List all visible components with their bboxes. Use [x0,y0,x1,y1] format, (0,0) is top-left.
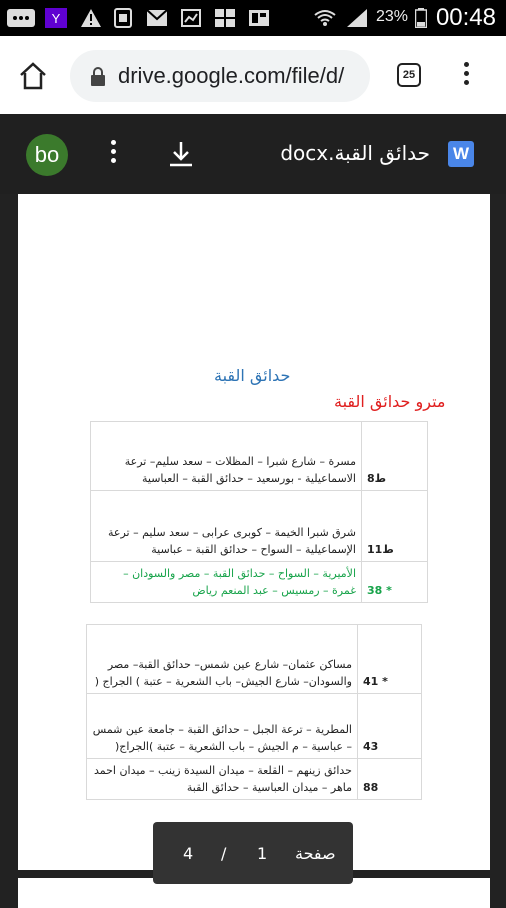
wifi-icon [312,8,338,28]
page-current: 1 [257,844,268,863]
word-doc-icon: W [448,141,474,167]
more-options-icon[interactable] [109,140,117,170]
battery-percent: 23% [376,8,409,25]
mail-icon [146,8,168,28]
tab-switcher-button[interactable]: 25 [397,63,421,87]
table-row [91,491,428,562]
page-label: صفحة [295,844,336,863]
page-separator: / [221,844,227,863]
route-cell: الأميرية – السواح – حدائق القبة – مصر والسودان – غمرة – رمسيس – عبد المنعم رياض [91,562,362,603]
table-row [91,562,428,603]
page-indicator [153,822,353,884]
warning-icon [80,8,102,28]
file-name: حدائق القبة.docx [280,141,430,165]
document-title: حدائق القبة [214,366,291,385]
number-cell: 88 [358,759,422,800]
status-bar [0,0,506,36]
routes-table-1 [90,421,428,603]
chart-icon [180,8,202,28]
svg-text:Y: Y [51,11,61,26]
routes-table-2 [86,624,422,800]
route-cell: مسرة – شارع شبرا – المظلات – سعد سليم– ترعة الاسماعيلية - بورسعيد – حدائق القبة – العباسية [91,422,362,491]
route-cell: شرق شبرا الخيمة – كوبرى عرابى – سعد سليم – ترعة الإسماعيلية – السواح – حدائق القبة – عباسية [91,491,362,562]
browser-menu-icon[interactable] [462,62,470,88]
table-row [87,759,422,800]
signal-icon [346,8,368,28]
url-text: drive.google.com/file/d/ [118,63,345,88]
avatar[interactable]: bo [26,134,68,176]
table-row [87,694,422,759]
page-total: 4 [183,844,194,863]
route-cell: مساكن عثمان– شارع عين شمس– حدائق القبة– مصر والسودان– شارع الجيش– باب الشعرية – عتبة ) الجراج ( [87,625,358,694]
viewer-header [0,114,506,194]
home-icon[interactable] [18,62,48,90]
download-icon[interactable] [167,140,195,168]
document-page [18,194,490,870]
table-row [91,422,428,491]
number-cell: 38 * [362,562,428,603]
document-subtitle: مترو حدائق القبة [334,392,446,411]
lock-icon [90,66,106,86]
grid-icon [214,8,236,28]
browser-toolbar [0,36,506,114]
number-cell: 43 [358,694,422,759]
number-cell: 41 * [358,625,422,694]
number-cell: 8ط [362,422,428,491]
sim-icon [112,8,134,28]
table-row [87,625,422,694]
battery-icon [414,8,428,28]
gallery-icon [248,8,270,28]
address-bar[interactable] [70,50,370,102]
number-cell: 11ط [362,491,428,562]
route-cell: المطرية – ترعة الجبل – حدائق القبة – جامعة عين شمس – عباسية – م الجيش – باب الشعرية – عتبة )الجراج( [87,694,358,759]
route-cell: حدائق زينهم – القلعة – ميدان السيدة زينب – ميدان احمد ماهر – ميدان العباسية – حدائق القبة [87,759,358,800]
clock: 00:48 [435,4,496,31]
message-icon [6,8,36,28]
yahoo-icon [44,8,68,28]
